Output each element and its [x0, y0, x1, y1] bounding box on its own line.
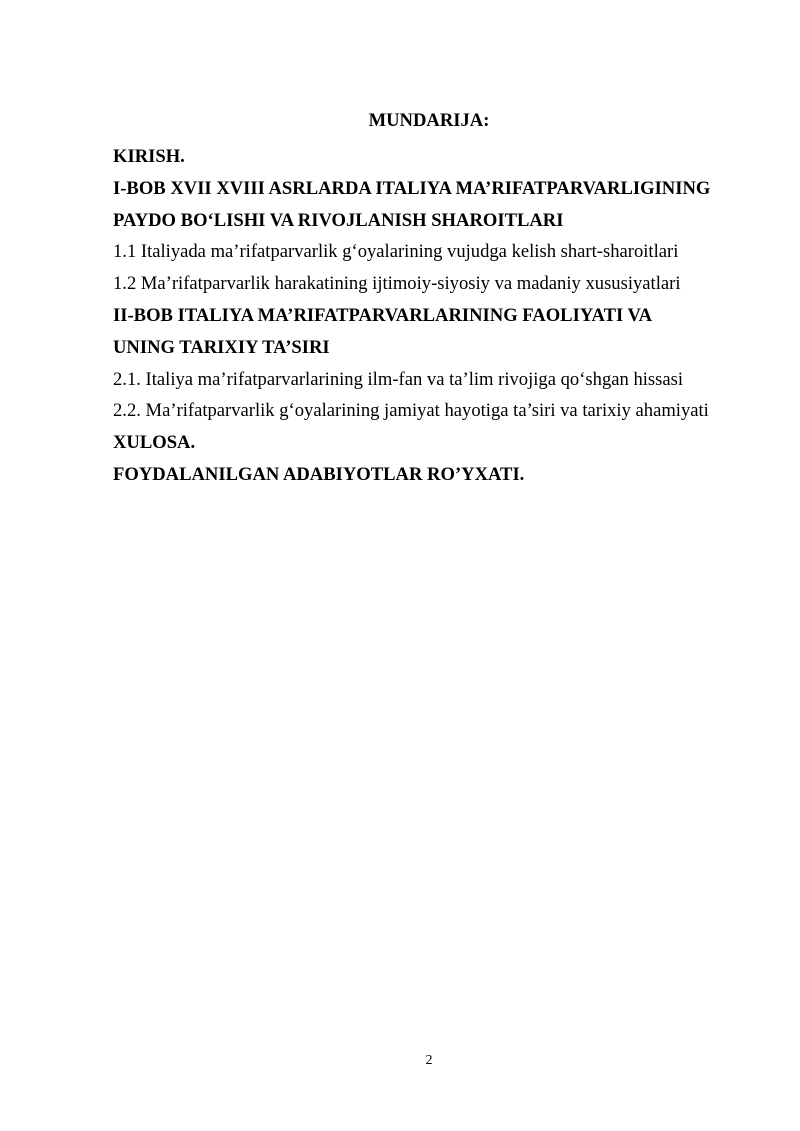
toc-line: 1.1 Italiyada ma’rifatparvarlik g‘oyalarining vujudga kelish shart-sharoitlari: [113, 241, 679, 263]
table-of-contents: [113, 141, 753, 491]
toc-line: 2.1. Italiya ma’rifatparvarlarining ilm-fan va ta’lim rivojiga qo‘shgan hissasi: [113, 368, 684, 390]
toc-line: II-BOB ITALIYA MA’RIFATPARVARLARINING FAOLIYATI VA: [113, 304, 652, 326]
toc-line: I-BOB XVII XVIII ASRLARDA ITALIYA MA’RIFATPARVARLIGINING: [113, 177, 711, 199]
toc-line: KIRISH.: [113, 146, 185, 167]
toc-line: FOYDALANILGAN ADABIYOTLAR RO’YXATI.: [113, 463, 525, 485]
toc-title: MUNDARIJA:: [368, 110, 490, 131]
toc-line: XULOSA.: [113, 432, 196, 454]
toc-line: 2.2. Ma’rifatparvarlik g‘oyalarining jamiyat hayotiga ta’siri va tarixiy ahamiyati: [113, 400, 709, 422]
toc-line: UNING TARIXIY TA’SIRI: [113, 336, 330, 358]
toc-line: 1.2 Ma’rifatparvarlik harakatining ijtimoiy-siyosiy va madaniy xususiyatlari: [113, 273, 681, 295]
page-number: 2: [425, 1053, 433, 1068]
toc-line: PAYDO BO‘LISHI VA RIVOJLANISH SHAROITLARI: [113, 209, 564, 231]
